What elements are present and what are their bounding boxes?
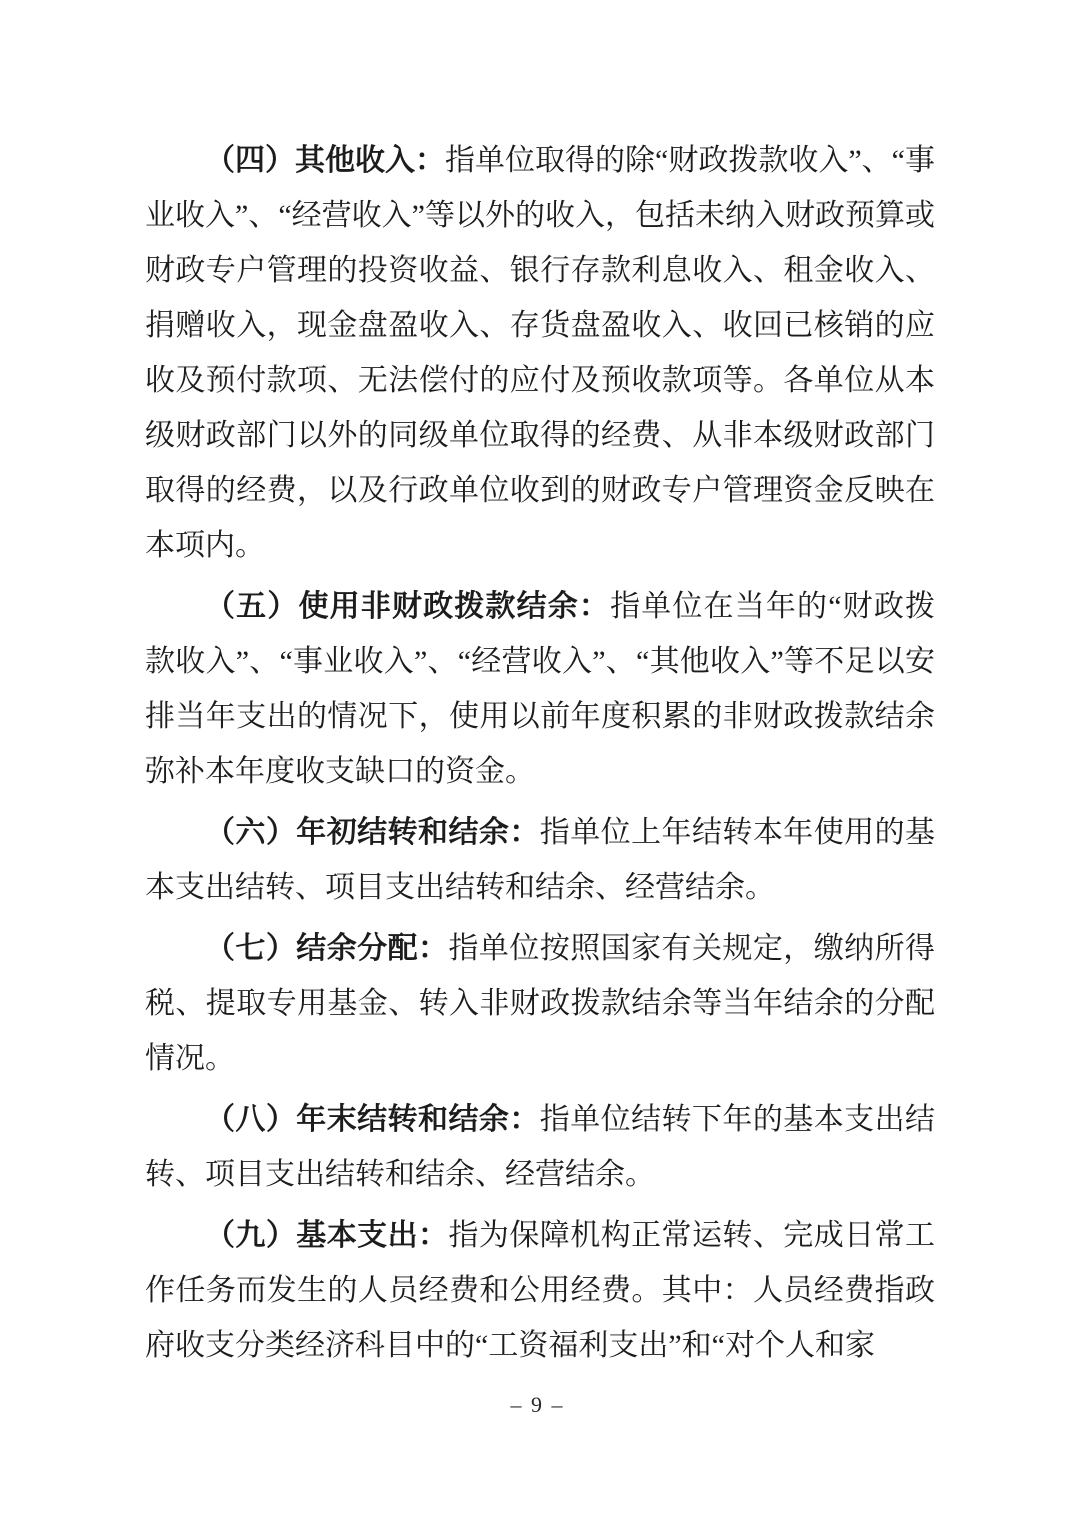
paragraph-heading: （七）结余分配： — [205, 932, 449, 965]
paragraph-text: 指单位在当年的“财政拨款收入”、“事业收入”、“经营收入”、“其他收入”等不足以安排当年支出的情况下，使用以前年度积累的非财政拨款结余弥补本年度收支缺口的资金。 — [145, 590, 935, 788]
paragraph-text: 指单位上年结转本年使用的基本支出结转、项目支出结转和结余、经营结余。 — [145, 816, 936, 904]
paragraph-heading: （五）使用非财政拨款结余： — [205, 590, 611, 623]
paragraph-heading: （九）基本支出： — [205, 1219, 449, 1252]
paragraph-text: 指为保障机构正常运转、完成日常工作任务而发生的人员经费和公用经费。其中：人员经费指政府收支分类经济科目中的“工资福利支出”和“对个人和家 — [145, 1219, 936, 1362]
paragraph-item-7 — [145, 921, 935, 1086]
paragraph-item-5 — [145, 579, 935, 799]
paragraph-heading: （八）年末结转和结余： — [205, 1103, 540, 1136]
paragraph-text: 指单位按照国家有关规定，缴纳所得税、提取专用基金、转入非财政拨款结余等当年结余的分配情况。 — [145, 932, 936, 1075]
paragraph-item-9 — [145, 1208, 935, 1373]
page-footer — [0, 1392, 1075, 1418]
paragraph-item-8 — [145, 1092, 935, 1202]
paragraph-item-4 — [145, 133, 935, 573]
paragraph-heading: （四）其他收入： — [205, 144, 446, 177]
page-number: – 9 – — [510, 1392, 565, 1417]
document-body — [145, 133, 935, 1373]
paragraph-item-6 — [145, 805, 935, 915]
paragraph-text: 指单位取得的除“财政拨款收入”、“事业收入”、“经营收入”等以外的收入，包括未纳入财政预算或财政专户管理的投资收益、银行存款利息收入、租金收入、捐赠收入，现金盘盈收入、存货盘盈收入、收回已核销的应收及预付款项、无法偿付的应付及预收款项等。各单位从本级财政部门以外的同级单位取得的经费、从非本级财政部门取得的经费，以及行政单位收到的财政专户管理资金反映在本项内。 — [145, 144, 935, 562]
paragraph-text: 指单位结转下年的基本支出结转、项目支出结转和结余、经营结余。 — [145, 1103, 936, 1191]
paragraph-heading: （六）年初结转和结余： — [205, 816, 540, 849]
